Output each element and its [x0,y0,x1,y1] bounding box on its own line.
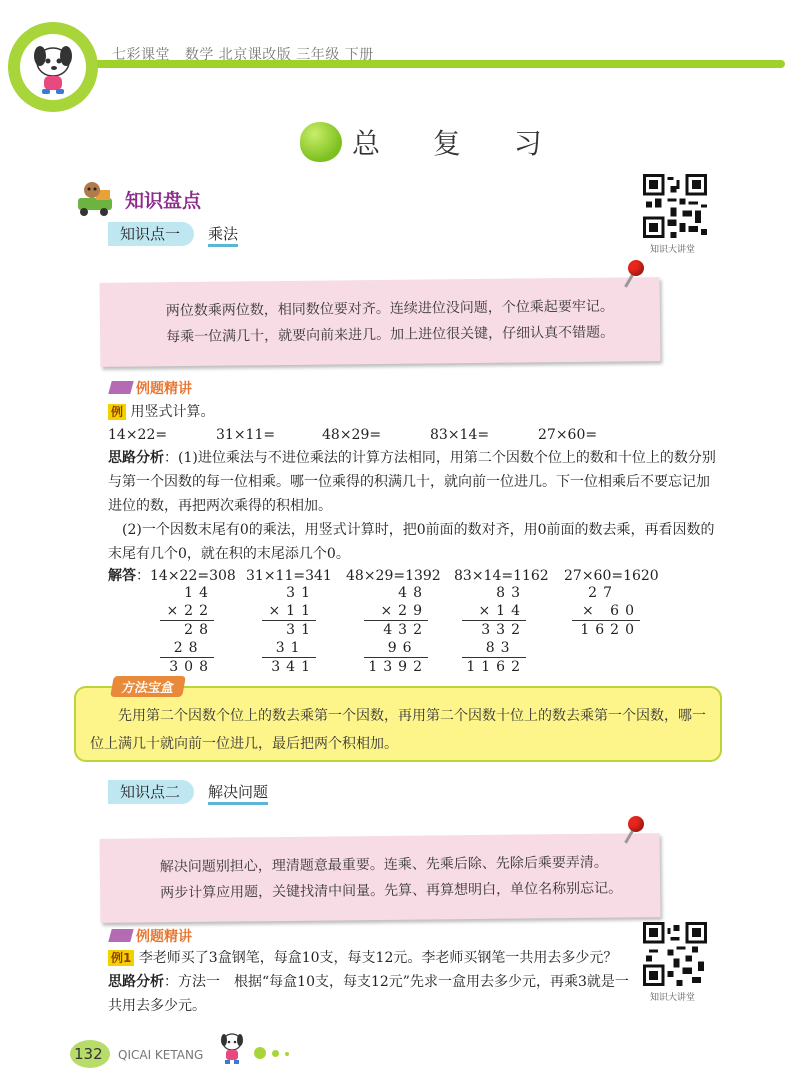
calc2-b: ×11 [262,602,316,621]
footer-mascot-icon [216,1030,248,1070]
pushpin-icon [628,260,644,276]
example2-analysis [108,970,638,1018]
method-box [74,686,722,762]
example-heading-2: 例题精讲 [136,929,192,945]
note1-line1: 两位数乘两位数，相同数位要对齐。连续进位没问题，个位乘起要牢记。 [165,298,614,320]
analysis-label: 思路分析 [108,450,164,466]
method-tag: 方法宝盒 [110,676,186,697]
kp1-tag: 知识点一 [108,222,194,246]
calc2-p2: 31 [262,639,316,658]
kp2-tag: 知识点二 [108,780,194,804]
footer-dot-small [285,1052,289,1056]
calc3-b: ×29 [364,602,428,621]
method-text: 先用第二个因数个位上的数去乘第一个因数，再用第二个因数十位上的数去乘第一个因数，哪一位上满几十就向前一位进几，最后把两个积相加。 [90,708,706,752]
kp1-topic: 乘法 [208,224,238,247]
answer-3: 83×14=1162 [454,568,549,584]
calc4-result: 1162 [466,659,526,675]
note2-line2: 两步计算应用题，关键找清中间量。先算、再算想明白，单位名称别忘记。 [160,880,623,902]
kp2-topic: 解决问题 [208,782,268,805]
calc1-b: ×22 [160,602,214,621]
vertical-calc-5 [572,584,640,639]
page-title: 总 复 习 [352,127,564,160]
mascot-badge-inner [20,34,86,100]
calc5-a: 27 [588,585,618,601]
calc1-a: 14 [184,585,214,601]
example2-analysis-text: ：方法一 根据“每盒10支，每支12元”先求一盒用去多少元，再乘3就是一共用去多少元。 [108,974,629,1014]
qr-code-icon-2[interactable] [643,922,707,986]
example2-analysis-label: 思路分析 [108,974,164,990]
calc3-result: 1392 [368,659,428,675]
calc3-p2: 96 [364,639,428,658]
pushpin-icon-2 [628,816,644,832]
example-heading: 例题精讲 [136,381,192,397]
example-tag: 例 [108,404,126,420]
note1-line2: 每乘一位满几十，就要向前来进几。加上进位很关键，仔细认真不错题。 [166,324,615,346]
calc1-result: 308 [169,659,214,675]
analysis-para-1 [108,446,720,518]
calc2-p1: 31 [286,622,316,638]
calc3-a: 48 [398,585,428,601]
qr-label: 知识大讲堂 [650,245,696,255]
title-blob-icon [300,122,342,162]
problem-3: 83×14= [430,427,490,443]
answer-1: 31×11=341 [246,568,332,584]
vertical-calc-2 [262,584,316,676]
section-title: 知识盘点 [125,190,202,212]
vertical-calc-4 [462,584,526,676]
page-number: 132 [74,1045,103,1063]
problem-0: 14×22= [108,427,168,443]
train-mascot-icon [74,180,120,218]
subject-info: 数学 北京课改版 三年级 下册 [184,47,374,63]
calc4-a: 83 [496,585,526,601]
answer-label: 解答 [108,568,136,584]
answer-4: 27×60=1620 [564,568,659,584]
rhyme-note-1 [100,277,661,367]
example-prompt [108,400,214,424]
analysis-para-2: (2)一个因数末尾有0的乘法，用竖式计算时，把0前面的数对齐，用0前面的数去乘，再看因数的末尾有几个0，就在积的末尾添几个0。 [108,522,715,562]
qr-code-icon[interactable] [643,174,707,238]
calc2-result: 341 [271,659,316,675]
book-icon-2 [108,929,133,942]
calc1-p2: 28 [160,639,214,658]
book-icon [108,381,133,394]
answer-2: 48×29=1392 [346,568,441,584]
calc4-b: ×14 [462,602,526,621]
series-name: 七彩课堂 [112,47,170,63]
rhyme-note-2 [100,833,661,923]
example2-prompt-text: 李老师买了3盒钢笔，每盒10支，每支12元。李老师买钢笔一共用去多少元？ [138,950,618,966]
calc4-p2: 83 [462,639,526,658]
vertical-calc-1 [160,584,214,676]
footer-brand: QICAI KETANG [118,1048,204,1062]
example-prompt-text: 用竖式计算。 [130,404,215,420]
example2-prompt [108,946,638,970]
calc5-result: 1620 [580,622,640,638]
calc3-p1: 432 [383,622,428,638]
vertical-calc-3 [364,584,428,676]
note2-line1: 解决问题别担心，理清题意最重要。连乘、先乘后除、先除后乘要弄清。 [159,854,608,876]
problem-4: 27×60= [538,427,598,443]
problem-1: 31×11= [216,427,276,443]
dog-mascot-icon [20,34,86,100]
footer-dot-medium [272,1050,279,1057]
calc1-p1: 28 [184,622,214,638]
analysis-text-1: ：(1)进位乘法与不进位乘法的计算方法相同，用第二个因数个位上的数和十位上的数分别与第一个因数的每一位相乘。哪一位乘得的积满几十，就向前一位进几。下一位相乘后不要忘记加进位的数，再把两次乘得的积相加。 [108,450,716,514]
calc4-p1: 332 [481,622,526,638]
calc2-a: 31 [286,585,316,601]
footer-dot-large [254,1047,266,1059]
answer-0: ：14×22=308 [136,568,236,584]
example2-tag: 例1 [108,950,134,966]
calc5-b: × 60 [572,602,640,621]
problem-2: 48×29= [322,427,382,443]
header-text [112,44,374,64]
qr-label-2: 知识大讲堂 [650,993,696,1003]
